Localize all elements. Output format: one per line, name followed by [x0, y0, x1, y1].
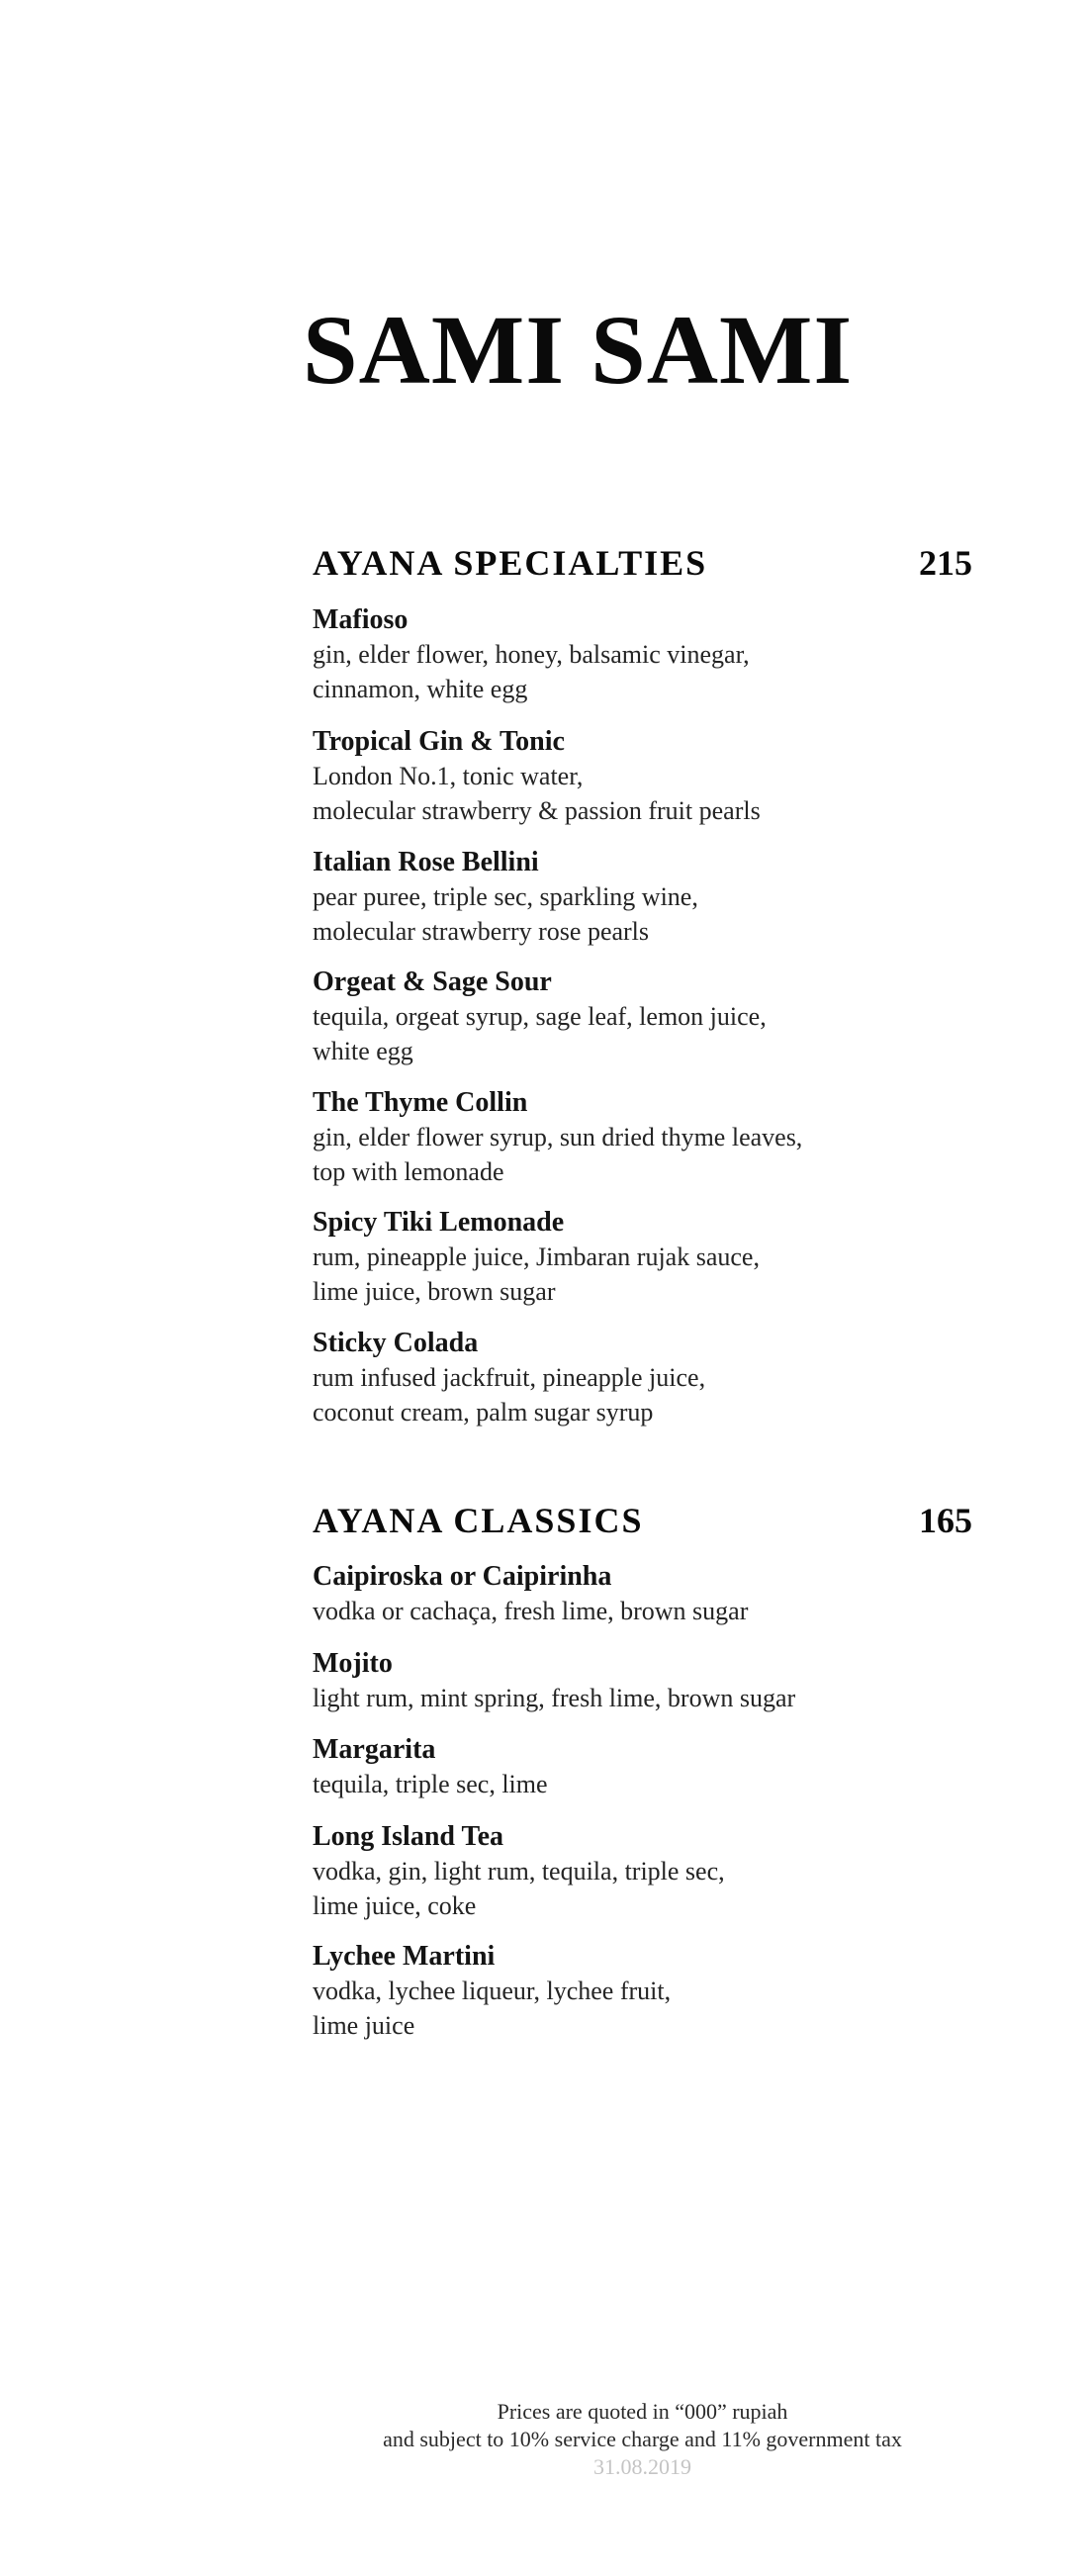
item-desc-line: molecular strawberry rose pearls [313, 917, 650, 946]
item-desc-line: vodka or cachaça, fresh lime, brown sugar [313, 1597, 749, 1625]
menu-item-italian-rose-bellini [313, 845, 985, 949]
item-name: The Thyme Collin [313, 1087, 528, 1118]
item-desc-line: rum infused jackfruit, pineapple juice, [313, 1363, 706, 1392]
item-desc-line: tequila, triple sec, lime [313, 1770, 548, 1798]
section-title: AYANA SPECIALTIES [313, 543, 708, 583]
section-price: 165 [919, 1501, 972, 1540]
item-name: Spicy Tiki Lemonade [313, 1207, 565, 1238]
menu-item-spicy-tiki-lemonade [313, 1205, 985, 1309]
menu-title: SAMI SAMI [303, 295, 854, 405]
item-desc-line: top with lemonade [313, 1157, 504, 1186]
menu-item-caipiroska-caipirinha [313, 1559, 985, 1628]
menu-item-margarita [313, 1732, 985, 1801]
section-header-specialties [313, 543, 972, 583]
menu-item-orgeat-sage-sour [313, 965, 985, 1068]
item-desc-line: tequila, orgeat syrup, sage leaf, lemon juice, [313, 1002, 767, 1031]
footer [313, 2398, 972, 2481]
section-header-classics [313, 1501, 972, 1540]
item-name: Orgeat & Sage Sour [313, 966, 552, 997]
item-desc-line: vodka, gin, light rum, tequila, triple sec, [313, 1857, 725, 1886]
footer-pricing-note: Prices are quoted in “000” rupiah [497, 2399, 788, 2424]
item-desc-line: rum, pineapple juice, Jimbaran rujak sauce, [313, 1242, 760, 1271]
item-name: Tropical Gin & Tonic [313, 726, 565, 757]
item-name: Caipiroska or Caipirinha [313, 1561, 612, 1592]
menu-item-long-island-tea [313, 1819, 985, 1923]
menu-item-lychee-martini [313, 1939, 985, 2043]
item-desc-line: cinnamon, white egg [313, 675, 528, 703]
item-name: Mafioso [313, 604, 409, 635]
item-desc-line: London No.1, tonic water, [313, 762, 584, 790]
item-desc-line: lime juice, coke [313, 1891, 477, 1920]
item-desc-line: gin, elder flower syrup, sun dried thyme leaves, [313, 1123, 803, 1151]
item-desc-line: gin, elder flower, honey, balsamic vinegar, [313, 640, 750, 669]
item-desc-line: molecular strawberry & passion fruit pearls [313, 796, 761, 825]
item-name: Margarita [313, 1734, 436, 1765]
item-name: Italian Rose Bellini [313, 847, 539, 877]
section-title: AYANA CLASSICS [313, 1501, 644, 1540]
item-desc-line: lime juice, brown sugar [313, 1277, 556, 1306]
menu-item-thyme-collin [313, 1085, 985, 1189]
menu-item-mafioso [313, 602, 985, 706]
menu-item-sticky-colada [313, 1326, 985, 1429]
footer-tax-note: and subject to 10% service charge and 11% government tax [383, 2427, 902, 2451]
item-name: Lychee Martini [313, 1941, 496, 1972]
menu-item-tropical-gin-tonic [313, 724, 985, 828]
item-name: Long Island Tea [313, 1821, 503, 1852]
section-price: 215 [919, 543, 972, 583]
item-name: Sticky Colada [313, 1328, 479, 1358]
menu-item-mojito [313, 1646, 985, 1715]
item-desc-line: coconut cream, palm sugar syrup [313, 1398, 654, 1426]
item-desc-line: pear puree, triple sec, sparkling wine, [313, 882, 698, 911]
item-desc-line: white egg [313, 1037, 413, 1065]
item-desc-line: vodka, lychee liqueur, lychee fruit, [313, 1977, 672, 2005]
item-name: Mojito [313, 1648, 393, 1679]
item-desc-line: light rum, mint spring, fresh lime, brown sugar [313, 1684, 796, 1712]
footer-date: 31.08.2019 [593, 2454, 691, 2479]
item-desc-line: lime juice [313, 2011, 415, 2040]
